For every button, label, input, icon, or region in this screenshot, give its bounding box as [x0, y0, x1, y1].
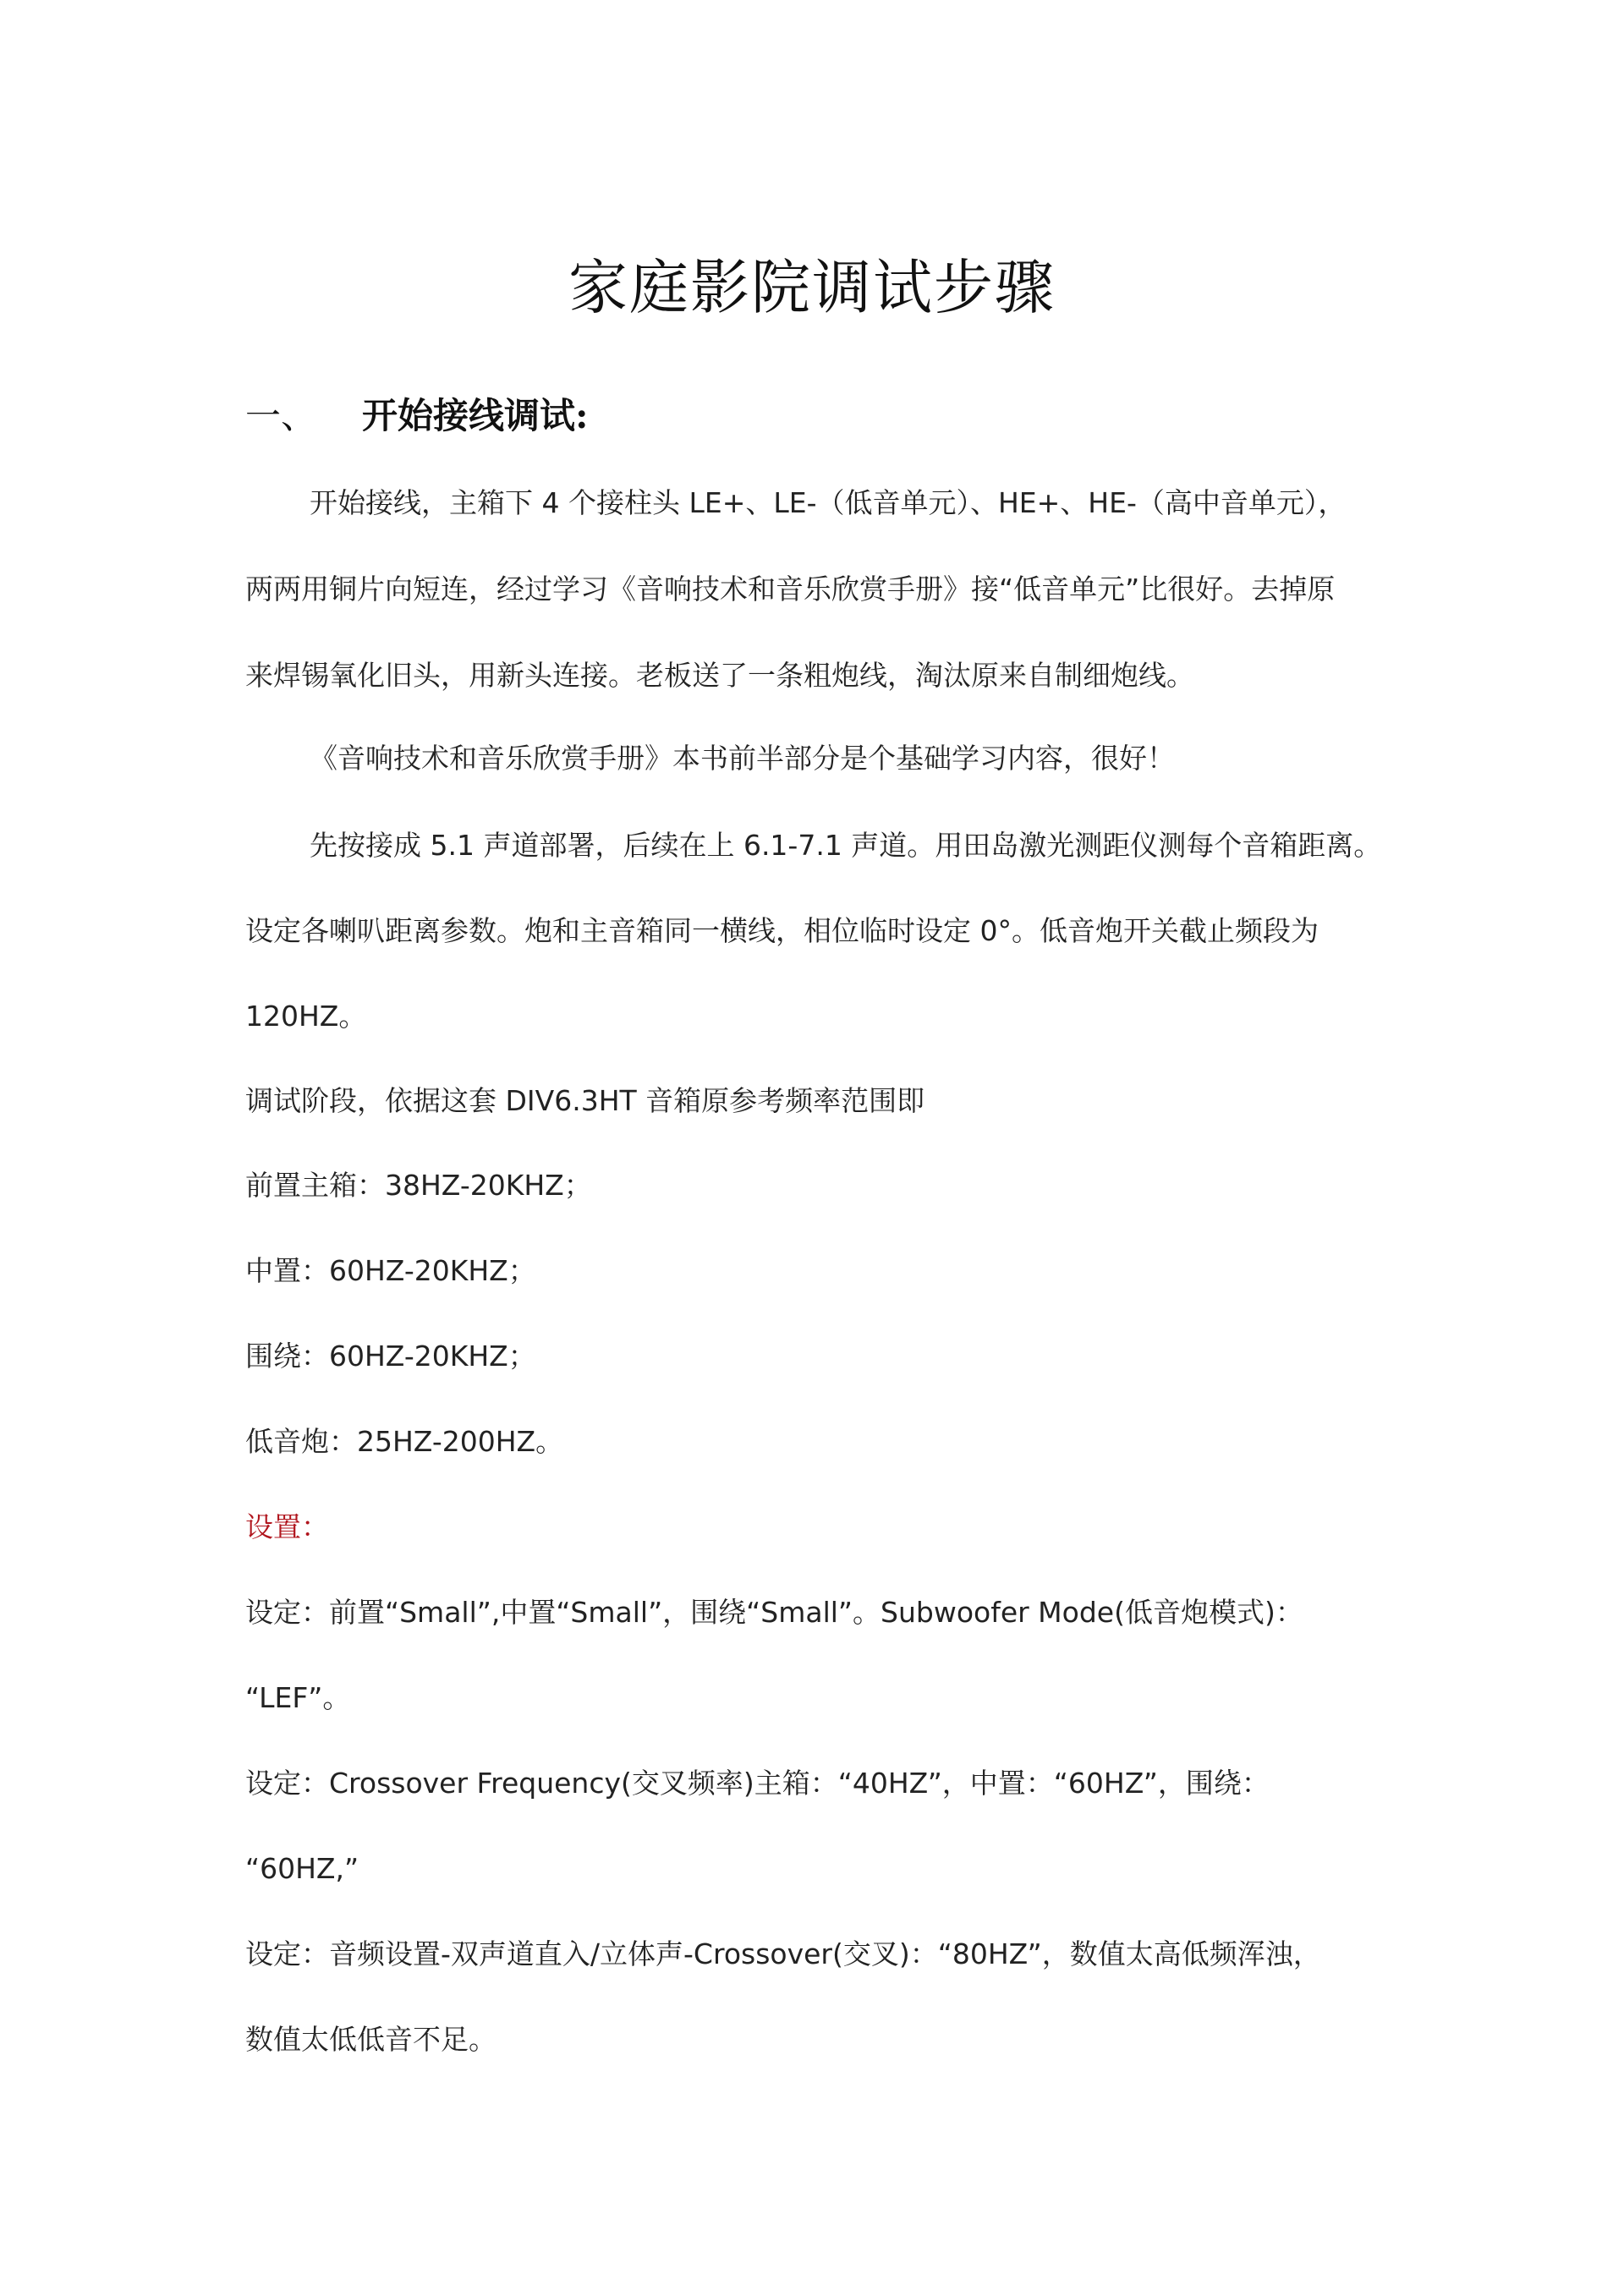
section-heading-text: 开始接线调试:: [362, 395, 589, 436]
spec-line: 围绕：60HZ-20KHZ；: [245, 1340, 536, 1373]
spec-line: 中置：60HZ-20KHZ；: [245, 1254, 536, 1287]
settings-label: 设置：: [245, 1510, 329, 1543]
setting-line: 设定：前置“Small”,中置“Small”，围绕“Small”。Subwoofer Mode(低音炮模式)：: [245, 1596, 1303, 1629]
paragraph-line: 两两用铜片向短连，经过学习《音响技术和音乐欣赏手册》接“低音单元”比很好。去掉原: [245, 573, 1336, 606]
paragraph-line: 开始接线，主箱下 4 个接柱头 LE+、LE-（低音单元）、HE+、HE-（高中音单元），: [310, 486, 1347, 519]
paragraph-line: 先按接成 5.1 声道部署，后续在上 6.1-7.1 声道。用田岛激光测距仪测每个音箱距离。: [310, 829, 1382, 862]
setting-line: “60HZ,”: [245, 1852, 359, 1885]
spec-line: 低音炮：25HZ-200HZ。: [245, 1425, 564, 1458]
paragraph-line: 120HZ。: [245, 1000, 367, 1033]
paragraph-line: 设定各喇叭距离参数。炮和主音箱同一横线，相位临时设定 0°。低音炮开关截止频段为: [245, 914, 1319, 947]
setting-line: 设定：Crossover Frequency(交叉频率)主箱：“40HZ”，中置：“60HZ”，围绕：: [245, 1767, 1270, 1800]
paragraph-line: 《音响技术和音乐欣赏手册》本书前半部分是个基础学习内容，很好！: [310, 742, 1175, 775]
setting-line: 数值太低低音不足。: [245, 2023, 497, 2056]
spec-line: 前置主箱：38HZ-20KHZ；: [245, 1169, 592, 1202]
paragraph-line: 调试阶段，依据这套 DIV6.3HT 音箱原参考频率范围即: [245, 1084, 925, 1117]
section-heading: [245, 391, 589, 441]
section-number: 一、: [245, 395, 317, 436]
setting-line: “LEF”。: [245, 1681, 351, 1714]
setting-line: 设定：音频设置-双声道直入/立体声-Crossover(交叉)：“80HZ”，数值太高低频浑浊，: [245, 1937, 1321, 1970]
paragraph-line: 来焊锡氧化旧头，用新头连接。老板送了一条粗炮线，淘汰原来自制细炮线。: [245, 659, 1194, 692]
document-title: 家庭影院调试步骤: [568, 253, 1056, 322]
